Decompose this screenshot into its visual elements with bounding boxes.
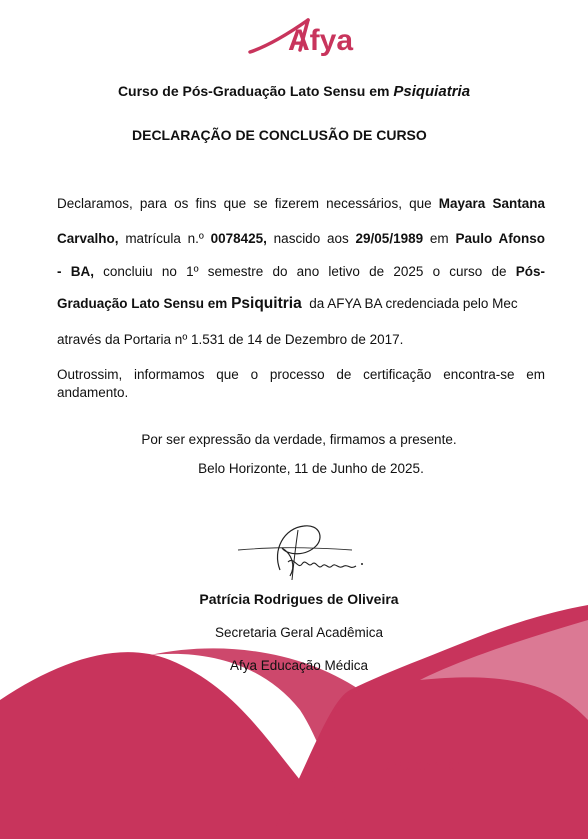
paragraph-2-line-1: Outrossim, informamos que o processo de certificação encontra-se em (57, 367, 545, 382)
afya-logo (248, 14, 358, 60)
course-name-start: Pós- (515, 264, 545, 279)
svg-text:Afya: Afya (288, 24, 354, 57)
student-name-first: Mayara Santana (438, 196, 545, 211)
body-text: matrícula n.º (125, 231, 204, 246)
course-title-specialty: Psiquiatria (393, 83, 471, 100)
body-line-3 (57, 263, 545, 281)
student-name-last: Carvalho, (57, 231, 119, 246)
registration-number: 0078425, (210, 231, 267, 246)
birthplace: Paulo Afonso (455, 231, 545, 246)
body-text: concluiu no 1º semestre do ano letivo de 2025 o curso de (103, 264, 507, 279)
body-line-4 (57, 295, 545, 313)
signature-image (232, 520, 372, 582)
course-name: Graduação Lato Sensu em (57, 296, 228, 311)
signatory-name: Patrícia Rodrigues de Oliveira (199, 591, 399, 607)
paragraph-2-line-2: andamento. (57, 385, 129, 400)
body-line-2 (57, 230, 545, 248)
declaration-title: DECLARAÇÃO DE CONCLUSÃO DE CURSO (132, 127, 427, 143)
body-text: Declaramos, para os fins que se fizerem necessários, que (57, 196, 432, 211)
course-specialty: Psiquitria (231, 295, 302, 312)
body-line-1 (57, 195, 545, 213)
signatory-role: Secretaria Geral Acadêmica (214, 625, 384, 640)
website-link[interactable]: afya.com.br (382, 757, 461, 774)
body-line-5: através da Portaria nº 1.531 de 14 de Dezembro de 2017. (57, 332, 404, 347)
course-title (0, 83, 588, 100)
body-text: em (429, 231, 449, 246)
birth-date: 29/05/1989 (355, 231, 424, 246)
body-text: nascido aos (273, 231, 349, 246)
place-date: Belo Horizonte, 11 de Junho de 2025. (198, 461, 424, 476)
closing-statement: Por ser expressão da verdade, firmamos a presente. (141, 432, 457, 447)
signatory-organization: Afya Educação Médica (229, 658, 369, 673)
birthplace-state: - BA, (57, 264, 94, 279)
body-text: da AFYA BA credenciada pelo Mec (309, 296, 518, 311)
course-title-prefix: Curso de Pós-Graduação Lato Sensu em (117, 83, 390, 99)
